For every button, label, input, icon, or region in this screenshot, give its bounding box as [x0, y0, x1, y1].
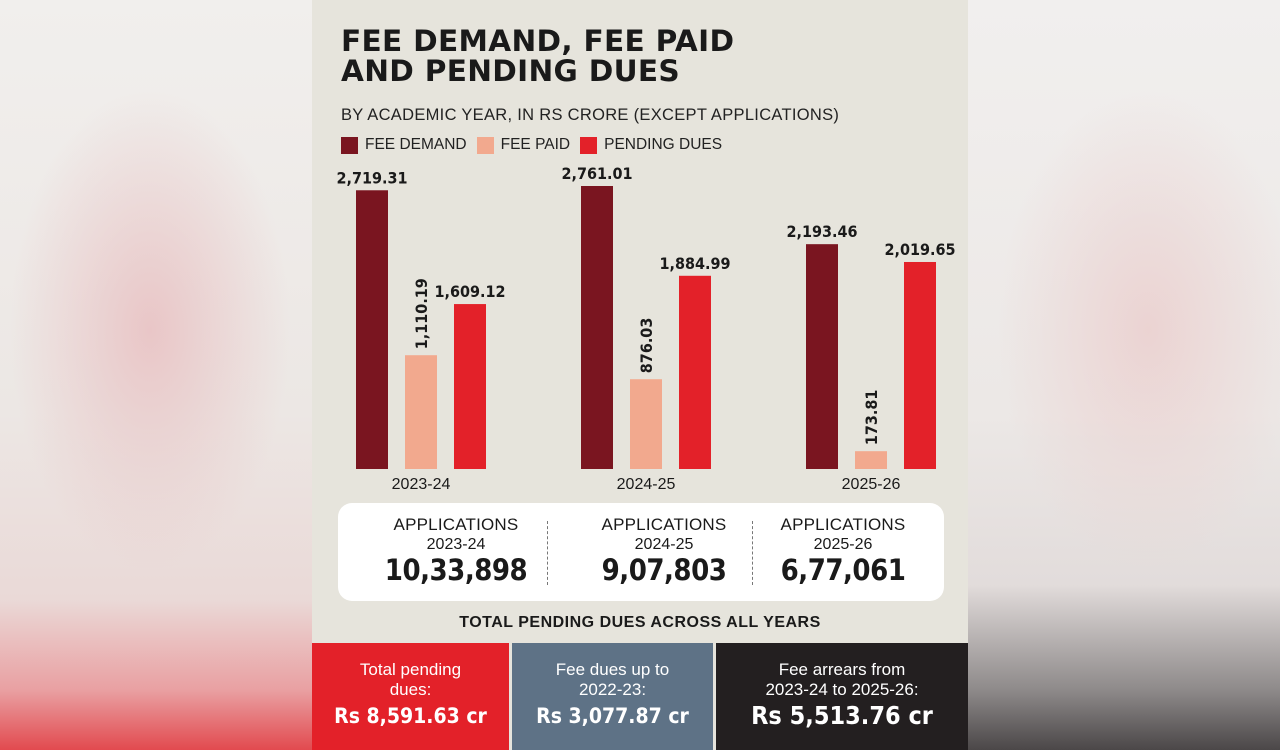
data-label-pending-dues-2024-25: 1,884.99 — [659, 253, 731, 273]
bar-group-2023-24 — [336, 168, 505, 493]
data-label-pending-dues-2023-24: 1,609.12 — [434, 282, 506, 302]
fee-arrears-box — [716, 643, 968, 750]
box-value: Rs 8,591.63 cr — [334, 704, 487, 728]
applications-year: 2025-26 — [813, 536, 873, 553]
box-text-line-1: Fee arrears from — [778, 660, 906, 679]
applications-2023-24 — [356, 515, 556, 586]
box-text-line-1: Fee dues up to — [555, 660, 670, 679]
bar-fee-demand-2023-24 — [356, 190, 388, 469]
blurred-background-right — [968, 0, 1280, 750]
box-text-line-1: Total pending — [359, 660, 462, 679]
bar-fee-paid-2023-24 — [405, 355, 437, 469]
bar-group-2025-26 — [786, 222, 955, 493]
divider — [547, 521, 548, 585]
x-tick-label: 2025-26 — [841, 476, 901, 493]
bar-pending-dues-2023-24 — [454, 304, 486, 469]
data-label-fee-demand-2025-26: 2,193.46 — [786, 222, 858, 242]
title-line-1: FEE DEMAND, FEE PAID — [341, 24, 735, 58]
data-label-pending-dues-2025-26: 2,019.65 — [884, 239, 956, 259]
box-text-line-2: 2022-23: — [578, 680, 647, 699]
applications-count: 10,33,898 — [384, 553, 528, 587]
data-label-fee-paid-2024-25: 876.03 — [637, 317, 656, 374]
chart-subtitle: BY ACADEMIC YEAR, IN RS CRORE (EXCEPT APPLICATIONS) — [341, 106, 840, 124]
box-value: Rs 3,077.87 cr — [536, 704, 689, 728]
applications-label: APPLICATIONS — [601, 515, 727, 534]
blurred-background-left — [0, 0, 312, 750]
infographic-panel — [312, 0, 968, 750]
bar-group-2024-25 — [561, 164, 730, 493]
x-tick-label: 2024-25 — [616, 476, 676, 493]
fee-dues-up-to-2022-23-box — [512, 643, 713, 750]
legend-label-fee-paid: FEE PAID — [500, 136, 571, 153]
total-pending-heading: TOTAL PENDING DUES ACROSS ALL YEARS — [459, 614, 821, 631]
applications-count: 9,07,803 — [601, 553, 727, 587]
applications-label: APPLICATIONS — [780, 515, 906, 534]
title-line-2: AND PENDING DUES — [341, 54, 681, 88]
box-text-line-2: dues: — [389, 680, 432, 699]
applications-count: 6,77,061 — [780, 553, 906, 587]
applications-year: 2024-25 — [634, 536, 694, 553]
legend-label-fee-demand: FEE DEMAND — [365, 136, 467, 153]
data-label-fee-demand-2024-25: 2,761.01 — [561, 164, 633, 183]
total-pending-dues-box — [312, 643, 509, 750]
bar-pending-dues-2025-26 — [904, 262, 936, 469]
box-text-line-2: 2023-24 to 2025-26: — [765, 680, 919, 699]
bar-fee-demand-2025-26 — [806, 244, 838, 469]
data-label-fee-demand-2023-24: 2,719.31 — [336, 168, 408, 188]
box-value: Rs 5,513.76 cr — [751, 701, 933, 730]
data-label-fee-paid-2023-24: 1,110.19 — [412, 278, 431, 350]
bar-fee-paid-2024-25 — [630, 379, 662, 469]
bar-chart — [312, 0, 968, 500]
bar-pending-dues-2024-25 — [679, 276, 711, 469]
applications-label: APPLICATIONS — [393, 515, 519, 534]
applications-panel — [338, 503, 944, 601]
data-label-fee-paid-2025-26: 173.81 — [862, 389, 881, 446]
bar-fee-demand-2024-25 — [581, 186, 613, 469]
x-tick-label: 2023-24 — [391, 476, 451, 493]
applications-year: 2023-24 — [426, 536, 486, 553]
applications-2025-26 — [743, 515, 943, 586]
bar-fee-paid-2025-26 — [855, 451, 887, 469]
applications-2024-25 — [564, 515, 764, 586]
legend-label-pending-dues: PENDING DUES — [604, 136, 723, 153]
